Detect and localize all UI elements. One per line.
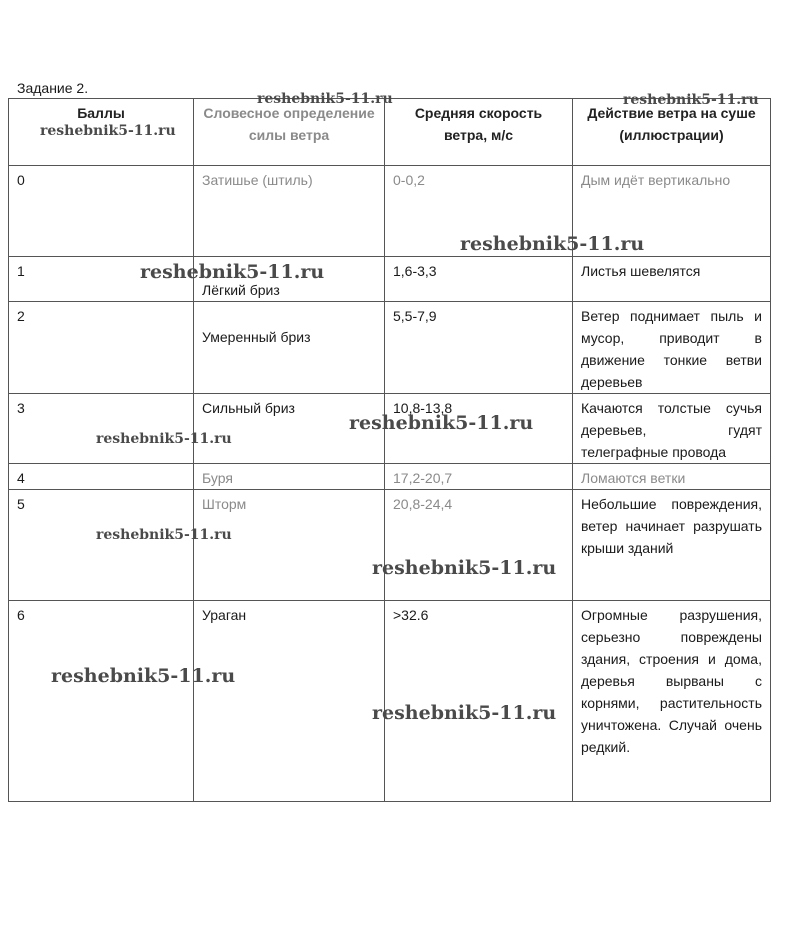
- cell-effect: Огромные разрушения, серьезно повреждены здания, строения и дома, деревья вырваны с корнями, растительность уничтожена. Случай очень редкий.: [573, 601, 771, 802]
- header-row: [9, 99, 771, 166]
- header-name: Словесное определение силы ветра: [194, 99, 385, 166]
- watermark: reshebnik5-11.ru: [460, 233, 645, 255]
- cell-name: Умеренный бриз: [194, 302, 385, 394]
- table-row: [9, 302, 771, 394]
- watermark: reshebnik5-11.ru: [40, 123, 176, 139]
- table-row: [9, 490, 771, 601]
- cell-speed: 10,8-13,8: [385, 394, 573, 464]
- cell-name: Ураган: [194, 601, 385, 802]
- watermark: reshebnik5-11.ru: [257, 91, 393, 107]
- watermark: reshebnik5-11.ru: [140, 261, 325, 283]
- wind-scale-table: [8, 98, 771, 802]
- task-title: Задание 2.: [17, 80, 89, 96]
- cell-name: Сильный бриз: [194, 394, 385, 464]
- table-row: [9, 601, 771, 802]
- cell-effect: Качаются толстые сучья деревьев, гудят телеграфные провода: [573, 394, 771, 464]
- cell-speed: 1,6-3,3: [385, 257, 573, 302]
- cell-name: Затишье (штиль): [194, 166, 385, 257]
- table-row: [9, 464, 771, 490]
- cell-name: Шторм: [194, 490, 385, 601]
- watermark: reshebnik5-11.ru: [623, 92, 759, 108]
- cell-effect: Небольшие повреждения, ветер начинает разрушать крыши зданий: [573, 490, 771, 601]
- watermark: reshebnik5-11.ru: [372, 557, 557, 579]
- header-score: Баллы: [9, 99, 194, 166]
- cell-effect: Дым идёт вертикально: [573, 166, 771, 257]
- cell-score: 3: [9, 394, 194, 464]
- watermark: reshebnik5-11.ru: [372, 702, 557, 724]
- watermark: reshebnik5-11.ru: [349, 412, 534, 434]
- watermark: reshebnik5-11.ru: [51, 665, 236, 687]
- table-row: [9, 166, 771, 257]
- cell-score: 1: [9, 257, 194, 302]
- table-row: [9, 257, 771, 302]
- cell-score: 5: [9, 490, 194, 601]
- cell-effect: Ломаются ветки: [573, 464, 771, 490]
- cell-name: Буря: [194, 464, 385, 490]
- header-speed: Средняя скорость ветра, м/с: [385, 99, 573, 166]
- watermark: reshebnik5-11.ru: [96, 431, 232, 447]
- cell-speed: 0-0,2: [385, 166, 573, 257]
- cell-score: 2: [9, 302, 194, 394]
- header-effect: Действие ветра на суше (иллюстрации): [573, 99, 771, 166]
- watermark: reshebnik5-11.ru: [96, 527, 232, 543]
- cell-score: 6: [9, 601, 194, 802]
- cell-effect: Листья шевелятся: [573, 257, 771, 302]
- cell-name: Лёгкий бриз: [194, 257, 385, 302]
- cell-effect: Ветер поднимает пыль и мусор, приводит в движение тонкие ветви деревьев: [573, 302, 771, 394]
- cell-score: 0: [9, 166, 194, 257]
- cell-speed: >32.6: [385, 601, 573, 802]
- cell-speed: 17,2-20,7: [385, 464, 573, 490]
- table-row: [9, 394, 771, 464]
- cell-speed: 5,5-7,9: [385, 302, 573, 394]
- cell-score: 4: [9, 464, 194, 490]
- cell-speed: 20,8-24,4: [385, 490, 573, 601]
